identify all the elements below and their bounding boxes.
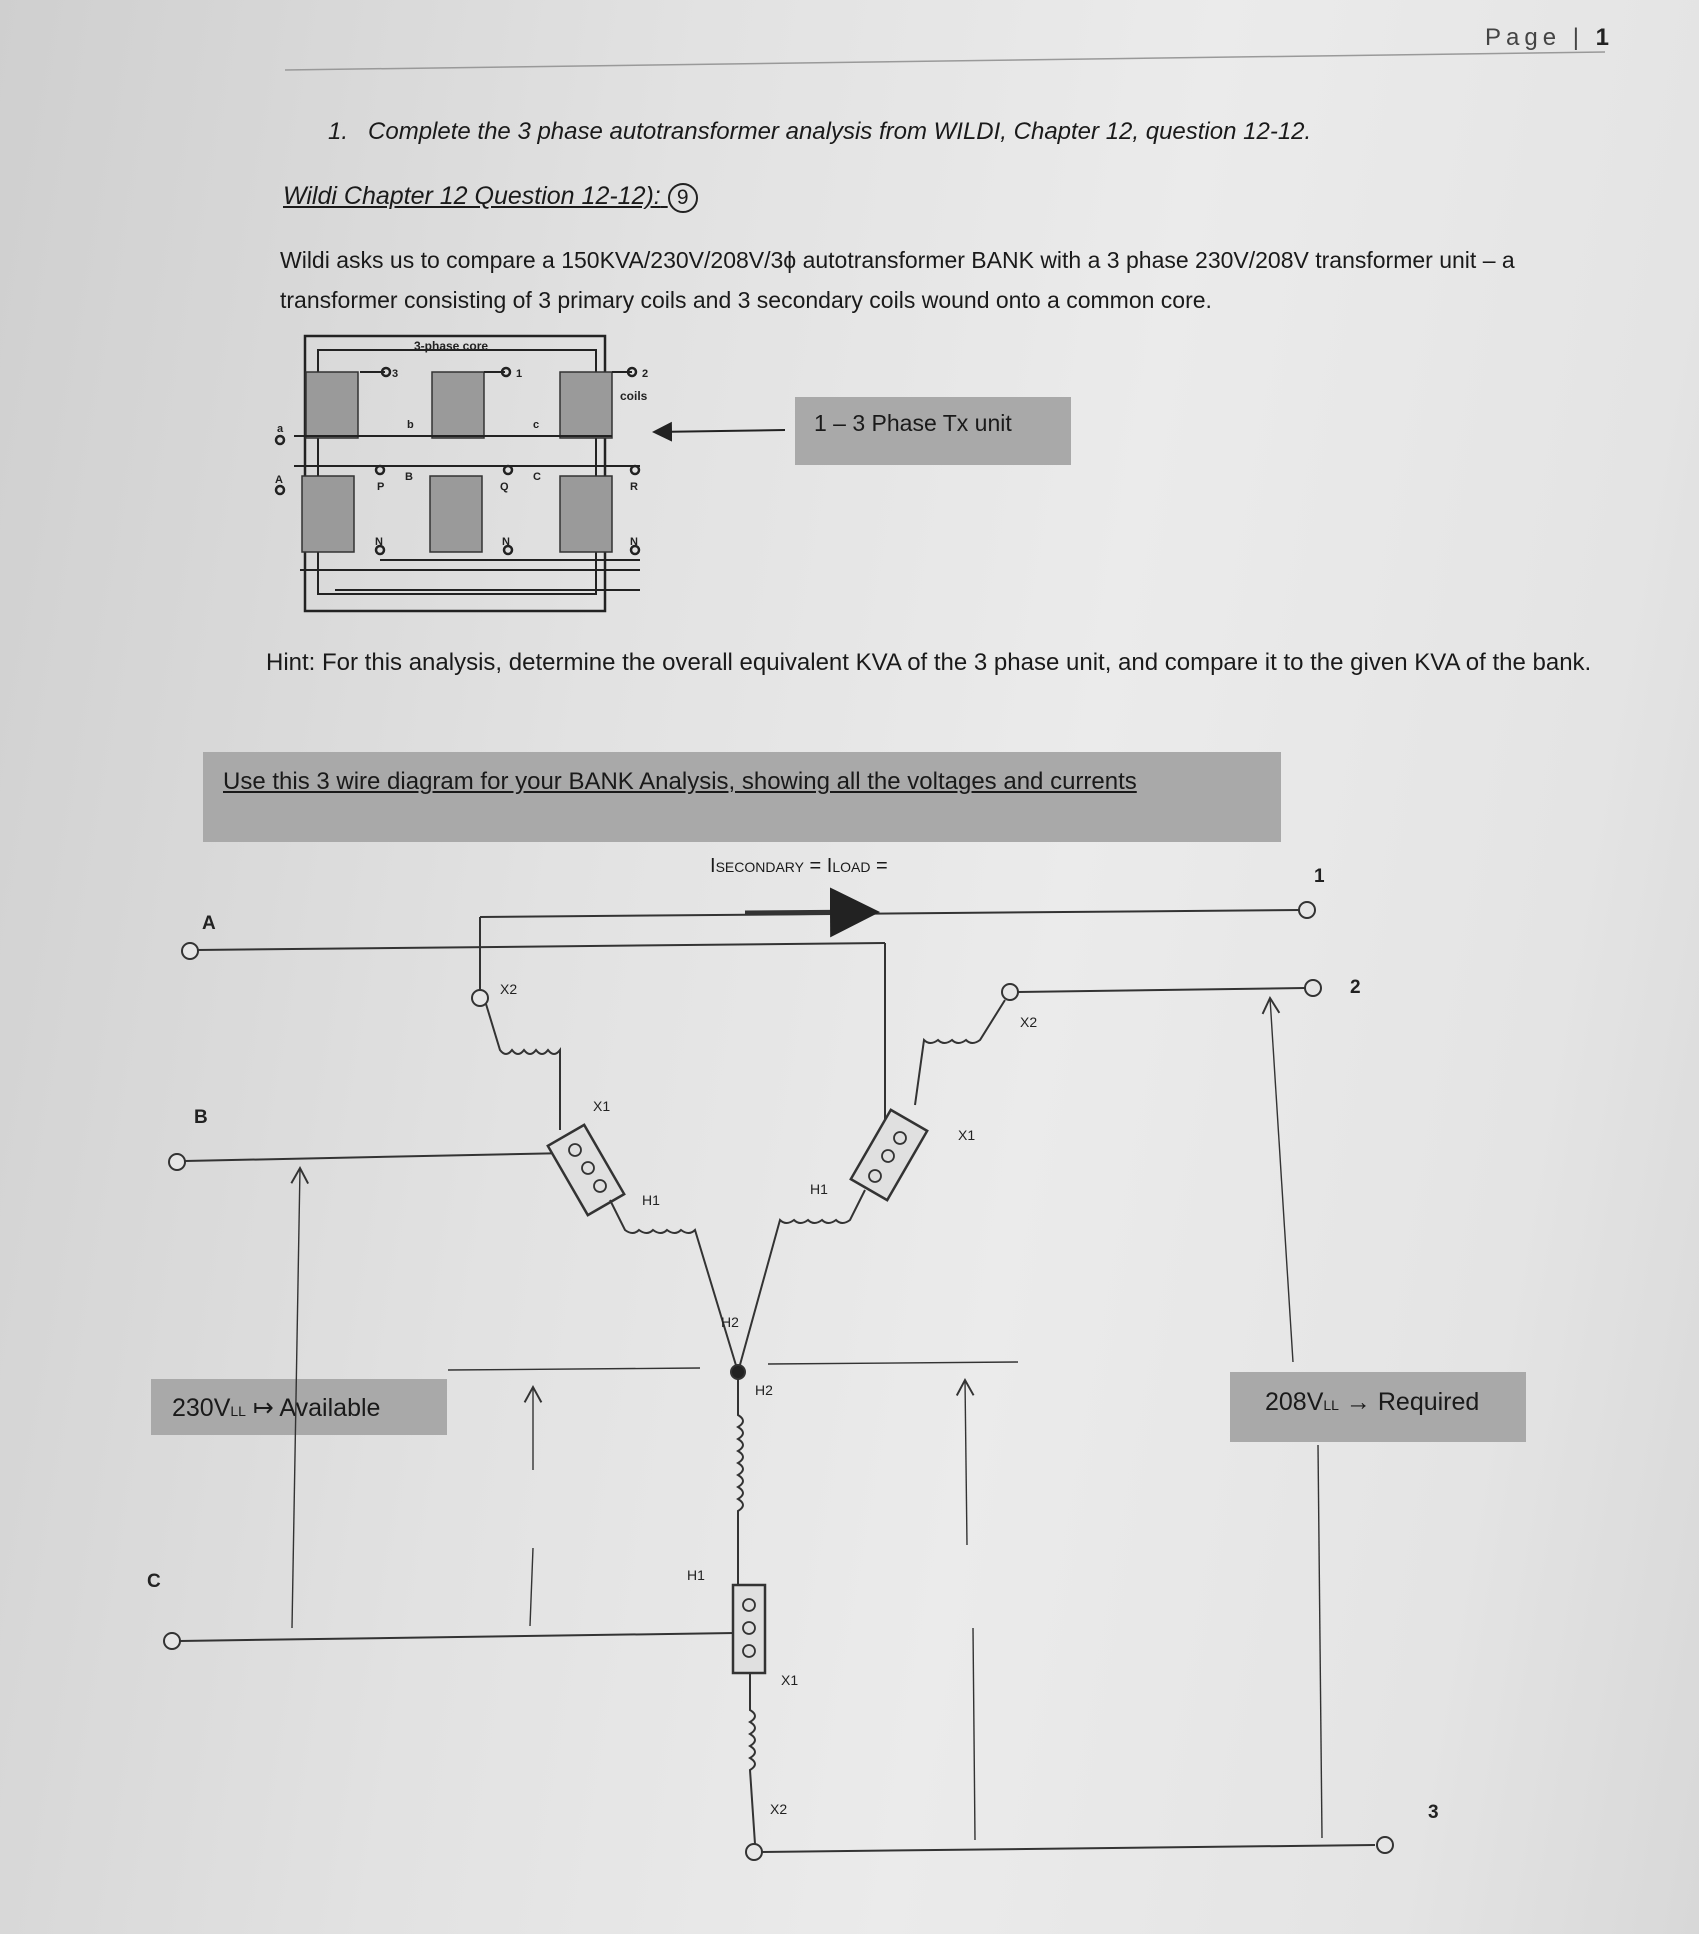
required-label: 208VLL → Required: [1265, 1388, 1480, 1416]
tx-unit-label: 1 – 3 Phase Tx unit: [814, 410, 1012, 436]
winding-left-secondary: [486, 1004, 560, 1130]
terminal-label: N: [630, 536, 638, 548]
terminal-label: 1: [516, 368, 523, 380]
terminal-label: N: [502, 536, 510, 548]
intro-paragraph: Wildi asks us to compare a 150KVA/230V/208V/3ϕ autotransformer BANK with a 3 phase 230V/208V transformer unit – a transformer consisting of 3 primary coils and 3 secondary coils wound onto a common core.: [280, 247, 1515, 313]
terminal-2: [1305, 980, 1321, 996]
wire-a: [197, 943, 885, 950]
coil: [306, 372, 358, 438]
coil: [302, 476, 354, 552]
terminal-c: [164, 1633, 180, 1649]
label-1: 1: [1314, 866, 1325, 887]
wire-c: [180, 1633, 735, 1641]
header-rule: [285, 52, 1605, 70]
terminal-label: C: [533, 471, 541, 483]
coil: [432, 372, 484, 438]
winding-label: H2: [755, 1382, 773, 1398]
terminal-label: b: [407, 419, 414, 431]
winding-right-secondary: [915, 1000, 1005, 1105]
terminal-x2-left: [472, 990, 488, 1006]
available-label: 230VLL ↦ Available: [172, 1394, 381, 1422]
terminal-b: [169, 1154, 185, 1170]
label-c: C: [147, 1571, 161, 1592]
pointer-arrow: [654, 430, 785, 432]
winding-bottom-primary: [738, 1372, 743, 1585]
winding-label: X2: [770, 1801, 788, 1817]
terminal-label: P: [377, 481, 385, 493]
wire-out-2: [1018, 988, 1305, 992]
subheading: Wildi Chapter 12 Question 12-12): 9: [283, 182, 698, 213]
wire-out-1: [480, 910, 1300, 917]
terminal-label: Q: [500, 481, 509, 493]
current-equation: ISECONDARY = ILOAD =: [710, 855, 888, 877]
neutral-node: [731, 1365, 745, 1379]
voltage-arrow-left: [292, 1168, 300, 1628]
wire-b: [185, 1153, 570, 1161]
coil: [560, 476, 612, 552]
terminal-label: a: [277, 423, 284, 435]
winding-left-primary: [610, 1200, 738, 1372]
winding-label: X1: [593, 1098, 611, 1114]
current-arrow: [745, 912, 875, 913]
terminal-label: 2: [642, 368, 649, 380]
label-2: 2: [1350, 977, 1361, 998]
voltage-arrow-right: [965, 1380, 967, 1545]
winding-label: X1: [781, 1672, 799, 1688]
label-b: B: [194, 1107, 208, 1128]
wire-out-3: [760, 1845, 1375, 1852]
terminal-label: B: [405, 471, 413, 483]
winding-label: H1: [687, 1567, 705, 1583]
terminal-label: c: [533, 419, 540, 431]
winding-right-primary: [738, 1190, 865, 1372]
terminal-1: [1299, 902, 1315, 918]
terminal-label: A: [275, 474, 283, 486]
terminal-label: N: [375, 536, 383, 548]
circled-number: 9: [668, 183, 698, 213]
wiring-diagram: [164, 902, 1393, 1860]
coils-label: coils: [620, 389, 648, 403]
terminal-a: [182, 943, 198, 959]
winding-label: H2: [721, 1314, 739, 1330]
voltage-arrow-far-right: [1270, 998, 1293, 1362]
label-a: A: [202, 913, 216, 934]
label-3: 3: [1428, 1802, 1439, 1823]
terminal-3: [1377, 1837, 1393, 1853]
coil: [560, 372, 612, 438]
terminal-label: 3: [392, 368, 399, 380]
coil: [430, 476, 482, 552]
core-title: 3-phase core: [414, 339, 489, 353]
winding-label: X2: [500, 981, 518, 997]
winding-label: X1: [958, 1127, 976, 1143]
question-text: 1. Complete the 3 phase autotransformer analysis from WILDI, Chapter 12, question 12-12.: [328, 118, 1312, 145]
hint-text: Hint: For this analysis, determine the overall equivalent KVA of the 3 phase unit, and compare it to the given KVA of the bank.: [266, 649, 1592, 676]
page-number: Page | 1: [1485, 24, 1609, 51]
terminal-x2-right: [1002, 984, 1018, 1000]
winding-label: H1: [810, 1181, 828, 1197]
terminal-x2-bottom: [746, 1844, 762, 1860]
winding-label: X2: [1020, 1014, 1038, 1030]
instruction-text: Use this 3 wire diagram for your BANK Analysis, showing all the voltages and currents: [223, 768, 1137, 795]
series-block-right: [851, 1110, 927, 1200]
core-figure: [276, 336, 785, 611]
terminal-label: R: [630, 481, 638, 493]
winding-bottom-secondary: [750, 1673, 755, 1844]
winding-label: H1: [642, 1192, 660, 1208]
series-block-left: [548, 1125, 624, 1215]
